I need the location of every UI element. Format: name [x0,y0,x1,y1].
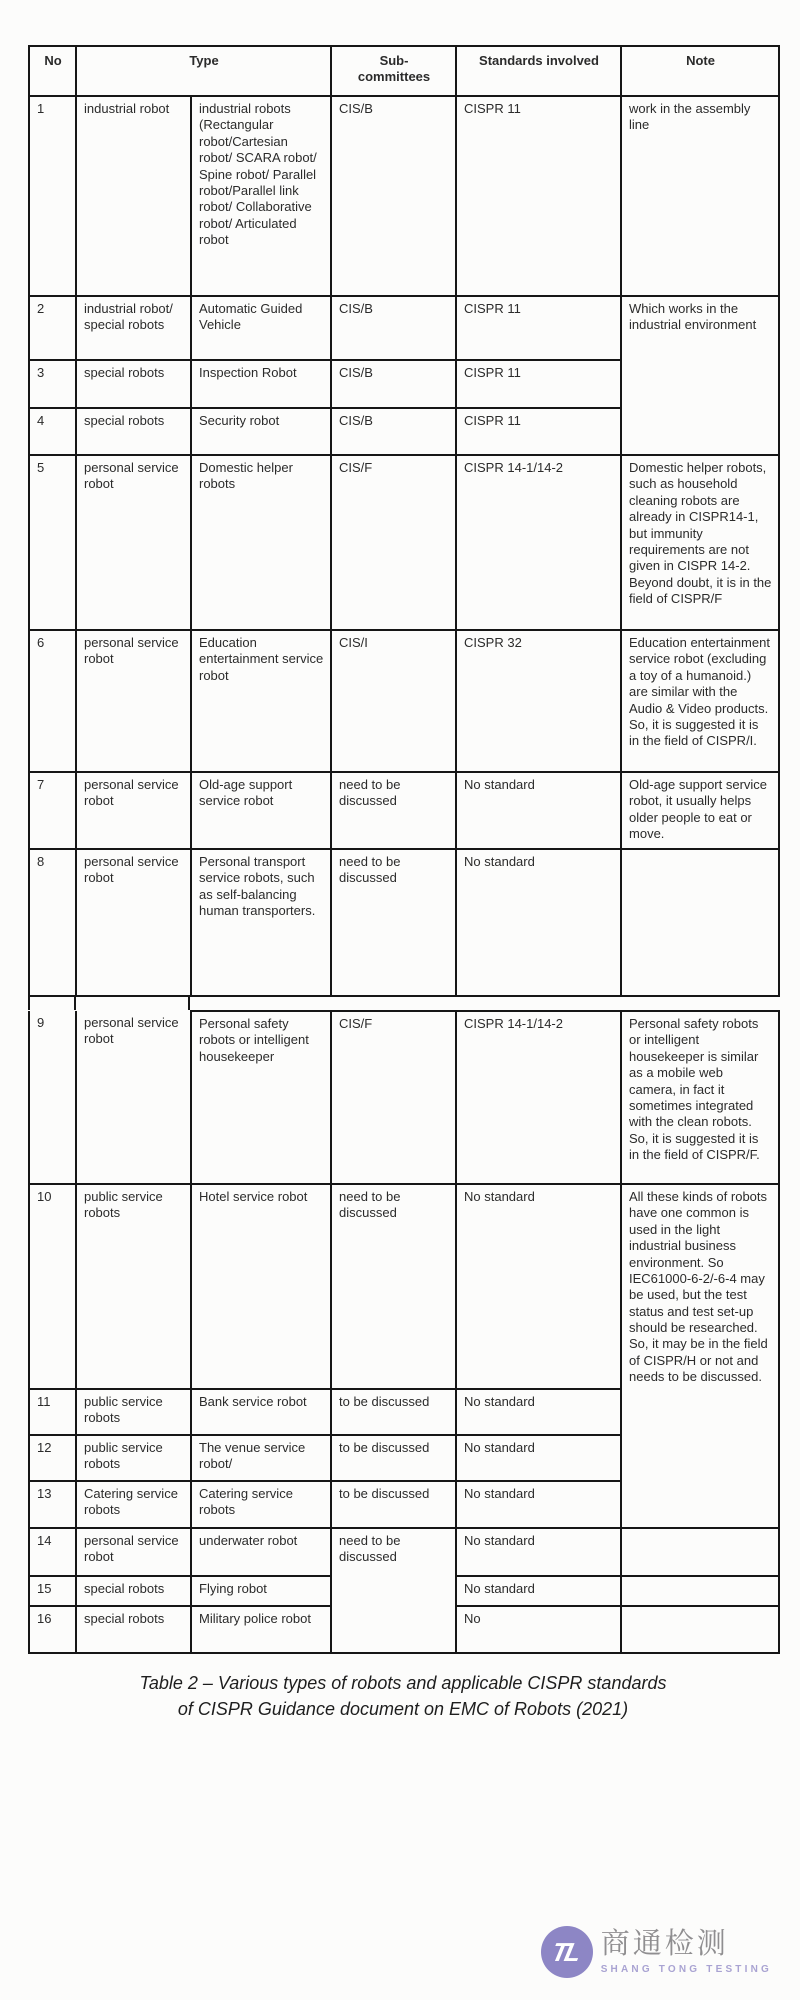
cell-note [621,1606,779,1653]
cell-standards: No standard [456,1389,621,1435]
table-header-row [29,46,779,96]
cell-sub-committee: CIS/B [331,296,456,360]
cell-category: personal service robot [76,455,191,630]
cell-category: special robots [76,408,191,455]
cell-category: special robots [76,360,191,408]
cell-standards: CISPR 11 [456,296,621,360]
cell-sub-committee: need to be discussed [331,849,456,996]
cell-type: Education entertainment service robot [191,630,331,772]
cell-sub-committee: CIS/B [331,408,456,455]
robot-standards-table-part-2 [28,1010,780,1654]
cell-type: The venue service robot/ [191,1435,331,1481]
cell-category: public service robots [76,1184,191,1389]
cell-category: personal service robot [76,630,191,772]
cell-no: 6 [29,630,76,772]
cell-type: industrial robots (Rectangular robot/Cartesian robot/ SCARA robot/ Spine robot/ Parallel robot/Parallel link robot/ Collaborative robot/ Articulated robot [191,96,331,296]
table-row [29,1011,779,1184]
cell-category: public service robots [76,1435,191,1481]
cell-note: Domestic helper robots, such as household cleaning robots are already in CISPR14-1, but immunity requirements are not given in CISPR 14-2. Beyond doubt, it is in the field of CISPR/F [621,455,779,630]
cell-standards: No standard [456,1184,621,1389]
cell-standards: CISPR 11 [456,408,621,455]
cell-type: Automatic Guided Vehicle [191,296,331,360]
footer-logo [541,1926,772,1978]
cell-no: 10 [29,1184,76,1389]
table-row [29,849,779,996]
cell-type: Catering service robots [191,1481,331,1528]
cell-note: All these kinds of robots have one common is used in the light industrial business environment. So IEC61000-6-2/-6-4 may be used, but the test status and test set-up should be researched. So, it may be in the field of CISPR/H or not and needs to be discussed. [621,1184,779,1528]
cell-standards: No standard [456,1528,621,1576]
cell-sub-committee: need to be discussed [331,772,456,849]
cell-sub-committee: CIS/B [331,360,456,408]
cell-type: Personal safety robots or intelligent housekeeper [191,1011,331,1184]
cell-standards: CISPR 14-1/14-2 [456,1011,621,1184]
cell-type: Personal transport service robots, such as self-balancing human transporters. [191,849,331,996]
table-row [29,1528,779,1576]
table-caption [28,1670,778,1722]
cell-category: personal service robot [76,1528,191,1576]
cell-type: Inspection Robot [191,360,331,408]
cell-no: 4 [29,408,76,455]
cell-sub-committee: CIS/F [331,455,456,630]
cell-note [621,1576,779,1606]
cell-no: 12 [29,1435,76,1481]
cell-category: special robots [76,1576,191,1606]
cell-sub-committee: to be discussed [331,1481,456,1528]
cell-type: Hotel service robot [191,1184,331,1389]
header-sub-committees: Sub- committees [331,46,456,96]
cell-no: 7 [29,772,76,849]
cell-note: Old-age support service robot, it usually helps older people to eat or move. [621,772,779,849]
cell-sub-committee: CIS/F [331,1011,456,1184]
cell-category: Catering service robots [76,1481,191,1528]
cell-category: industrial robot [76,96,191,296]
cell-note [621,849,779,996]
cell-no: 16 [29,1606,76,1653]
cell-no: 15 [29,1576,76,1606]
header-note: Note [621,46,779,96]
cell-sub-committee: CIS/I [331,630,456,772]
cell-no: 1 [29,96,76,296]
cell-standards: CISPR 11 [456,360,621,408]
cell-type: Old-age support service robot [191,772,331,849]
page-break-seam [28,997,778,1010]
cell-standards: No standard [456,1481,621,1528]
cell-category: personal service robot [76,849,191,996]
cell-type: Domestic helper robots [191,455,331,630]
cell-standards: CISPR 32 [456,630,621,772]
cell-standards: No standard [456,1435,621,1481]
cell-standards: No standard [456,1576,621,1606]
cell-category: public service robots [76,1389,191,1435]
cell-no: 5 [29,455,76,630]
cell-note: Education entertainment service robot (excluding a toy of a humanoid.) are similar with the Audio & Video products. So, it is suggested it is in the field of CISPR/I. [621,630,779,772]
caption-line-1: Table 2 – Various types of robots and applicable CISPR standards [139,1673,667,1693]
cell-standards: CISPR 11 [456,96,621,296]
cell-category: personal service robot [76,1011,191,1184]
table-row [29,1184,779,1389]
table-row [29,296,779,360]
cell-no: 13 [29,1481,76,1528]
logo-text [601,1929,772,1975]
cell-no: 8 [29,849,76,996]
table-row [29,96,779,296]
cell-type: Bank service robot [191,1389,331,1435]
cell-type: Military police robot [191,1606,331,1653]
cell-standards: CISPR 14-1/14-2 [456,455,621,630]
cell-no: 14 [29,1528,76,1576]
caption-line-2: of CISPR Guidance document on EMC of Robots (2021) [177,1699,629,1720]
robot-standards-table-part-1 [28,45,780,997]
cell-category: special robots [76,1606,191,1653]
logo-english-name: SHANG TONG TESTING [600,1963,772,1975]
cell-no: 3 [29,360,76,408]
header-standards: Standards involved [456,46,621,96]
cell-sub-committee: to be discussed [331,1389,456,1435]
header-no: No [29,46,76,96]
table-row [29,772,779,849]
cell-type: Flying robot [191,1576,331,1606]
cell-note: work in the assembly line [621,96,779,296]
cell-sub-committee: CIS/B [331,96,456,296]
cell-type: Security robot [191,408,331,455]
logo-chinese-name: 商通检测 [600,1928,729,1961]
cell-category: industrial robot/ special robots [76,296,191,360]
table-row [29,630,779,772]
cell-sub-committee: need to be discussed [331,1528,456,1653]
cell-category: personal service robot [76,772,191,849]
header-type: Type [76,46,331,96]
cell-no: 9 [29,1011,76,1184]
cell-note: Which works in the industrial environment [621,296,779,455]
cell-standards: No standard [456,772,621,849]
cell-note: Personal safety robots or intelligent housekeeper is similar as a mobile web camera, in fact it sometimes integrated with the clean robots. So, it is suggested it is in the field of CISPR/F. [621,1011,779,1184]
cell-standards: No [456,1606,621,1653]
cell-standards: No standard [456,849,621,996]
cell-type: underwater robot [191,1528,331,1576]
cell-sub-committee: need to be discussed [331,1184,456,1389]
shangtong-logo-mark-icon: TL [541,1926,593,1978]
cell-no: 11 [29,1389,76,1435]
cell-no: 2 [29,296,76,360]
table-row [29,455,779,630]
cell-note [621,1528,779,1576]
cell-sub-committee: to be discussed [331,1435,456,1481]
